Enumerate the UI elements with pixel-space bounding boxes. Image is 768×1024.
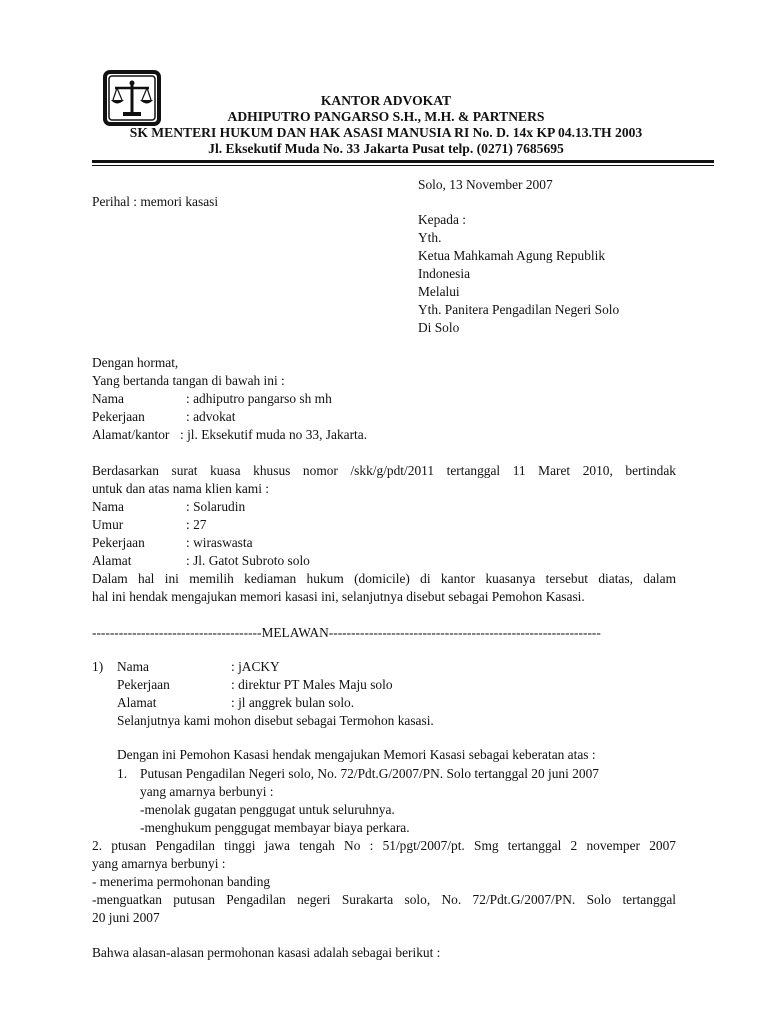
field-value: : Solarudin (186, 499, 246, 514)
field-label: Umur (92, 517, 124, 532)
recipient-line: Indonesia (418, 266, 471, 281)
item1-line: -menghukum penggugat membayar biaya perkara. (140, 820, 410, 835)
recipient-line: Di Solo (418, 320, 460, 335)
memori-intro: Dengan ini Pemohon Kasasi hendak mengajukan Memori Kasasi sebagai keberatan atas : (117, 747, 596, 762)
firm-name: ADHIPUTRO PANGARSO S.H., M.H. & PARTNERS (227, 109, 545, 124)
field-label: Alamat (117, 695, 157, 710)
item2-line: 20 juni 2007 (92, 910, 160, 925)
signer-intro: Yang bertanda tangan di bawah ini : (92, 373, 285, 388)
field-label: Pekerjaan (92, 409, 145, 424)
melawan-separator: --------------------------------------MELAWAN------------------------------------------------------------- (92, 625, 601, 640)
recipient-line: Melalui (418, 284, 460, 299)
item1-line: -menolak gugatan penggugat untuk seluruhnya. (140, 802, 395, 817)
field-value: : jl. Eksekutif muda no 33, Jakarta. (180, 427, 368, 442)
item2-line: - menerima permohonan banding (92, 874, 271, 889)
header-rule-thick (92, 160, 714, 163)
field-label: Alamat (92, 553, 132, 568)
field-value: : wiraswasta (186, 535, 253, 550)
field-label: Alamat/kantor (92, 427, 170, 442)
firm-address: Jl. Eksekutif Muda No. 33 Jakarta Pusat telp. (0271) 7685695 (208, 141, 564, 156)
item2-line: -menguatkan putusan Pengadilan negeri Surakarta solo, No. 72/Pdt.G/2007/PN. Solo tertanggal (92, 892, 676, 907)
item1-line: Putusan Pengadilan Negeri solo, No. 72/Pdt.G/2007/PN. Solo tertanggal 20 juni 2007 (140, 766, 599, 781)
recipient-line: Ketua Mahkamah Agung Republik (418, 248, 606, 263)
item1-line: yang amarnya berbunyi : (140, 784, 274, 799)
header-rule-thin (92, 165, 714, 166)
respondent-number: 1) (92, 659, 104, 674)
field-value: : advokat (186, 409, 236, 424)
domicile-line2: hal ini hendak mengajukan memori kasasi ini, selanjutnya disebut sebagai Pemohon Kasasi. (92, 589, 585, 604)
field-value: : Jl. Gatot Subroto solo (186, 553, 310, 568)
field-label: Nama (117, 659, 149, 674)
field-value: : 27 (186, 517, 207, 532)
field-value: : direktur PT Males Maju solo (231, 677, 393, 692)
recipient-line: Yth. Panitera Pengadilan Negeri Solo (418, 302, 620, 317)
field-value: : jACKY (231, 659, 280, 674)
field-label: Pekerjaan (117, 677, 170, 692)
field-label: Nama (92, 499, 124, 514)
item2-line: 2. ptusan Pengadilan tinggi jawa tengah No : 51/pgt/2007/pt. Smg tertanggal 2 novemper 2007 (92, 838, 676, 853)
field-label: Pekerjaan (92, 535, 145, 550)
letter-subject: Perihal : memori kasasi (92, 194, 219, 209)
closing-statement: Bahwa alasan-alasan permohonan kasasi adalah sebagai berikut : (92, 945, 441, 960)
power-of-attorney-line1: Berdasarkan surat kuasa khusus nomor /skk/g/pdt/2011 tertanggal 11 Maret 2010, bertindak (92, 463, 676, 478)
firm-type: KANTOR ADVOKAT (320, 93, 452, 108)
greeting: Dengan hormat, (92, 355, 179, 370)
recipient-line: Kepada : (418, 212, 466, 227)
respondent-note: Selanjutnya kami mohon disebut sebagai Termohon kasasi. (117, 713, 434, 728)
field-value: : adhiputro pangarso sh mh (186, 391, 332, 406)
item1-number: 1. (117, 766, 128, 781)
field-value: : jl anggrek bulan solo. (231, 695, 355, 710)
power-of-attorney-line2: untuk dan atas nama klien kami : (92, 481, 270, 496)
letter-date: Solo, 13 November 2007 (418, 177, 553, 192)
recipient-line: Yth. (418, 230, 442, 245)
firm-license: SK MENTERI HUKUM DAN HAK ASASI MANUSIA RI No. D. 14x KP 04.13.TH 2003 (129, 125, 643, 140)
domicile-line1: Dalam hal ini memilih kediaman hukum (domicile) di kantor kuasanya tersebut diatas, dalam (92, 571, 676, 586)
item2-line: yang amarnya berbunyi : (92, 856, 226, 871)
field-label: Nama (92, 391, 124, 406)
